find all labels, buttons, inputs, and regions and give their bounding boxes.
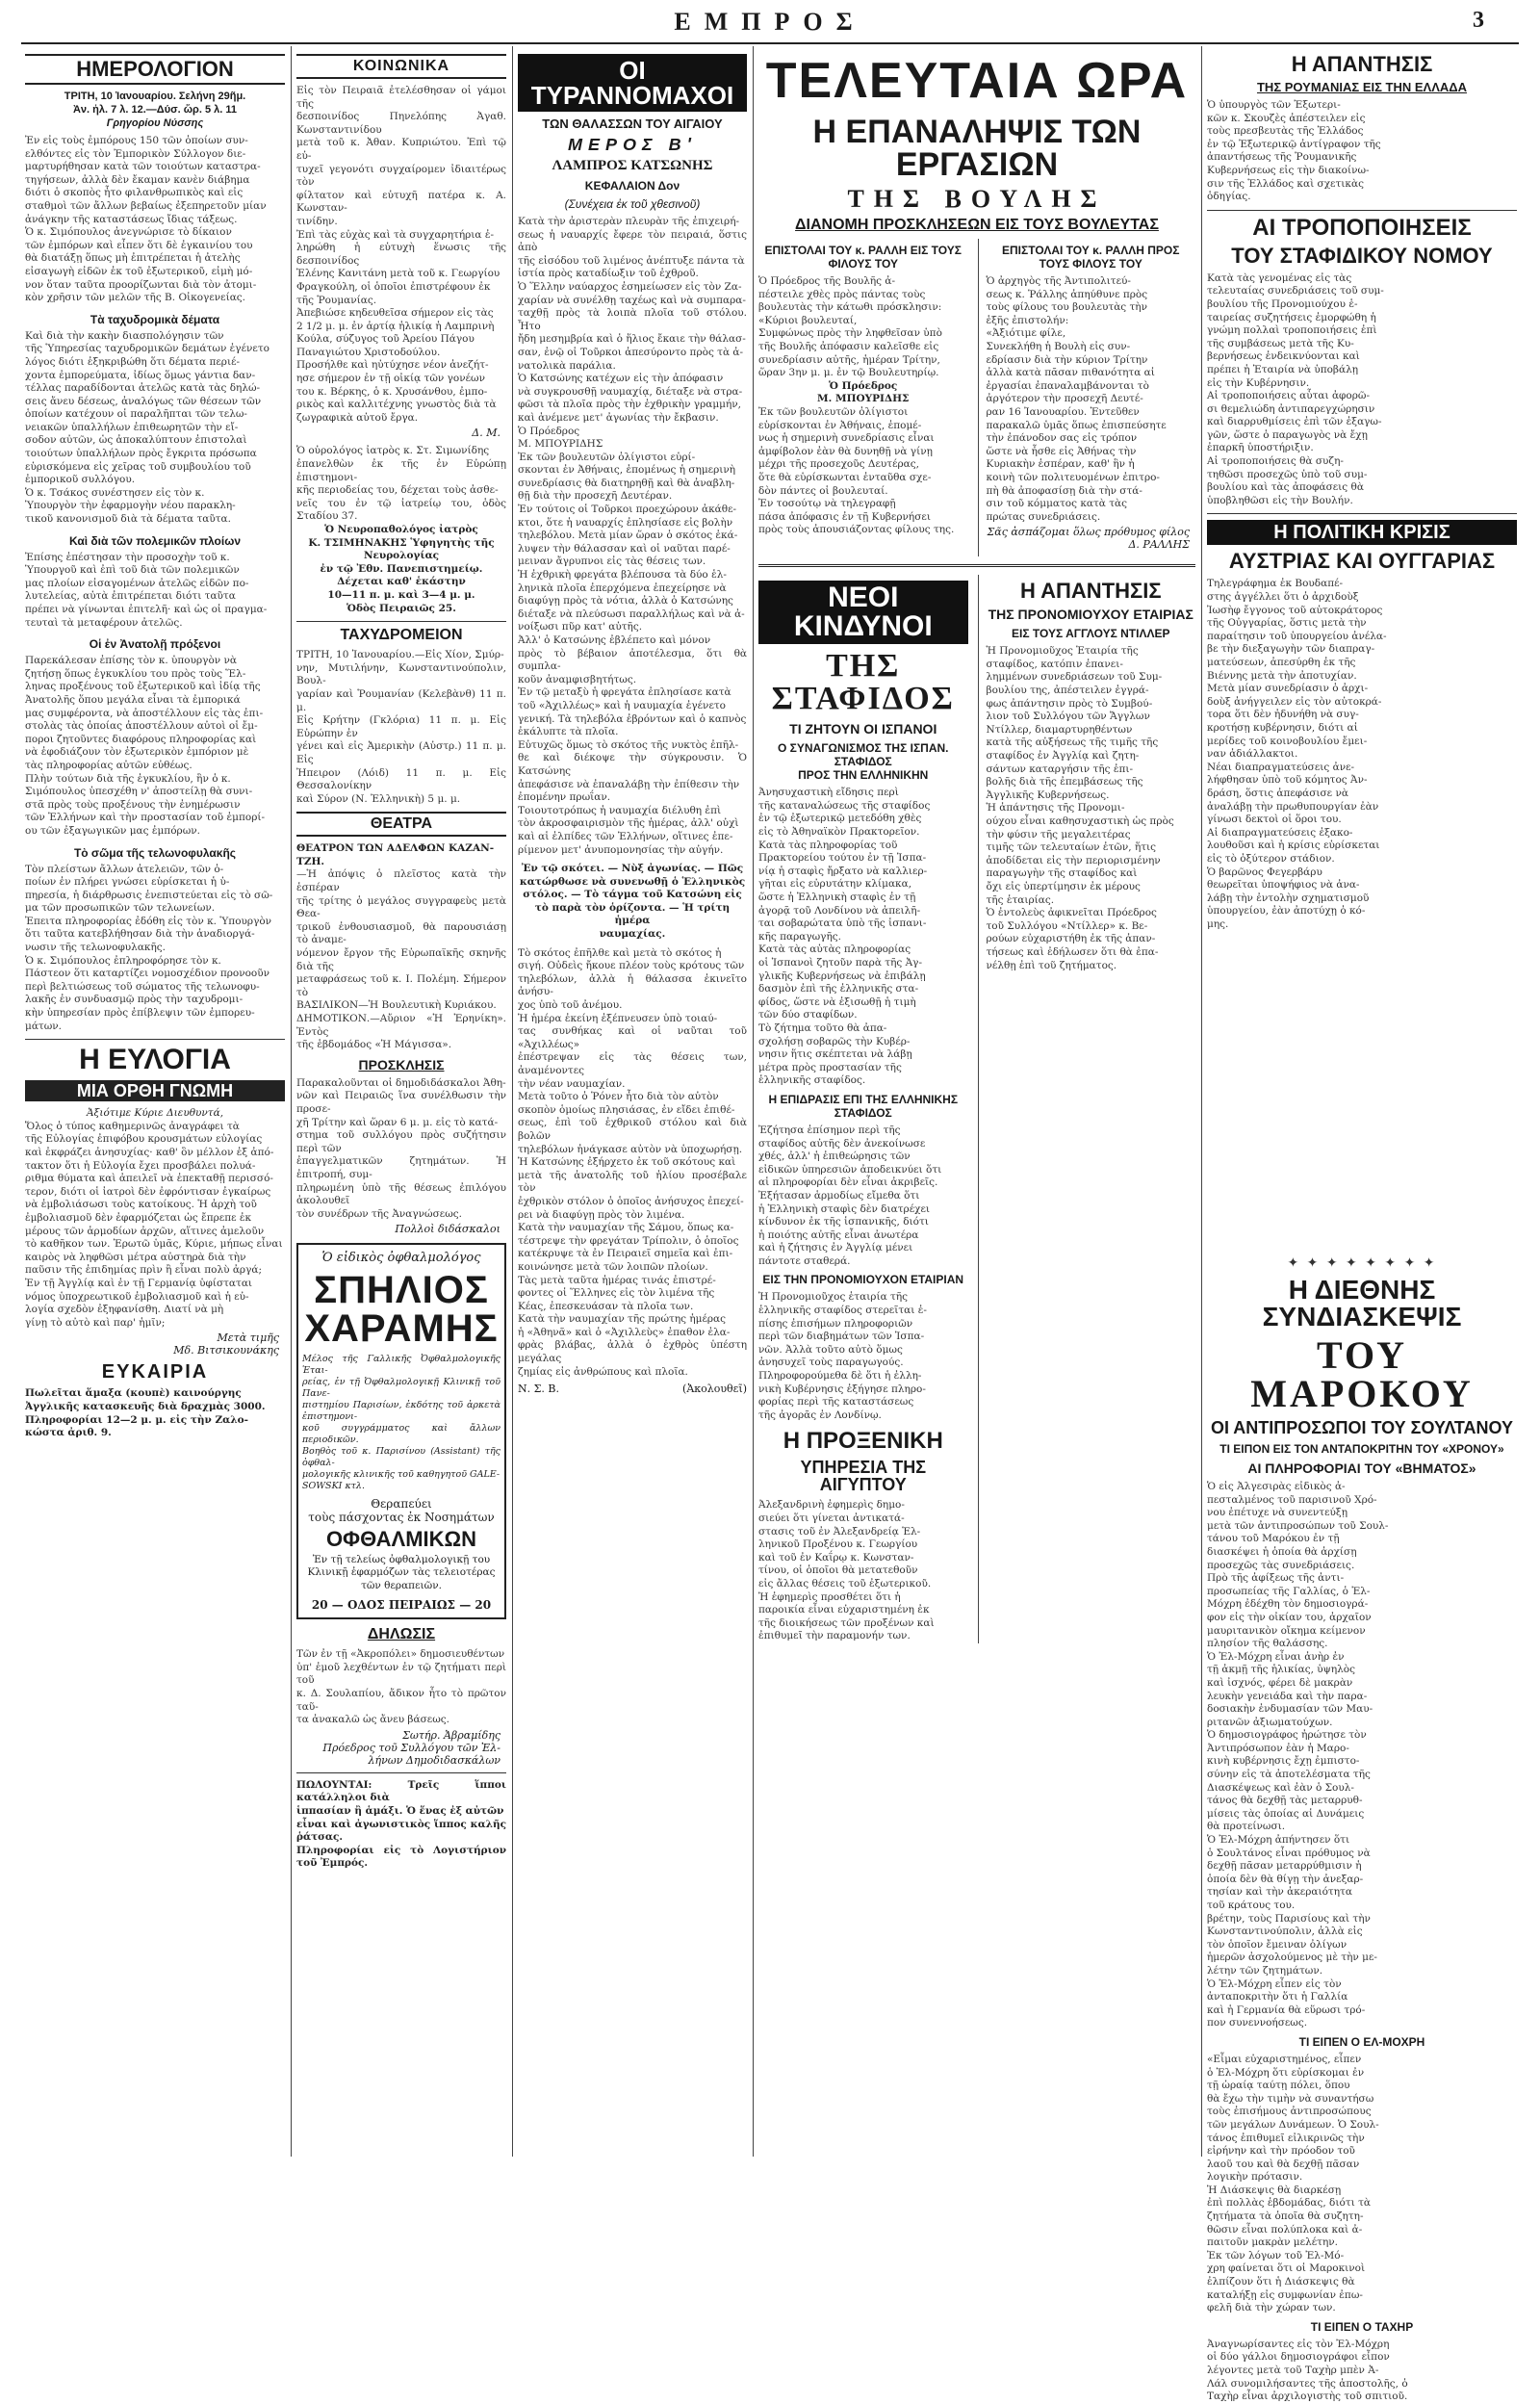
subheading: Καὶ διὰ τῶν πολεμικῶν πλοίων [68,533,242,548]
column-1 [25,48,285,2157]
serial-part: ΜΕΡΟΣ Β' [568,135,697,154]
doctor-notice: Ὁ Νευροπαθολόγος ἰατρὸς Κ. ΤΣΙΜΗΝΑΚΗΣ Ὑφηγητὴς τῆς Νευρολογίας ἐν τῷ Ἐθν. Πανεπιστημείῳ. Δέχεται καθ' ἑκάστην 10—11 π. μ. καὶ 3—4 μ. μ. Ὁδὸς Πειραιῶς 25. [308,524,495,614]
eulogia-salutation: Ἀξιότιμε Κύριε Διευθυντά, [86,1107,224,1120]
serial-sign: Ν. Σ. Β. [518,1383,559,1396]
post-title: ΤΑΧΥΔΡΟΜΕΙΟΝ [340,627,463,644]
article-text: Ἀνησυχαστικὴ εἴδησις περὶ τῆς καταναλώσεως τῆς σταφίδος ἐν τῷ ἐξωτερικῷ μετεδόθη χθὲς εἰς τὸ Ἀθηναϊκὸν Πρακτορεῖον. Κατὰ τὰς πληροφορίας τοῦ Πρακτορείου τούτου ἐν τῇ Ἱσπα- νίᾳ ἡ σταφὶς ἤρξατο νὰ καλλιερ- γῆται εἰς εὐρυτάτην κλίμακα, ὥστε ἡ Ἑλληνικὴ σταφὶς ἐν τῇ ἀγορᾷ τοῦ Λονδίνου νὰ ἀπειλῆ- ται σοβαρώτατα ὑπὸ τῆς ἱσπανι- κῆς παραγωγῆς. Κατὰ τὰς αὐτὰς πληροφορίας οἱ Ἱσπανοὶ ζητοῦν παρὰ τῆς Ἀγ- γλικῆς Κυβερνήσεως νὰ ἐπιβάλῃ δασμὸν ἐπὶ τῆς ἑλληνικῆς στα- φίδος, ὥστε νὰ ἐξισωθῇ ἡ τιμὴ τῶν δύο σταφίδων. Τὸ ζήτημα τοῦτο θὰ ἀπα- σχολήσῃ σοβαρῶς τὴν Κυβέρ- νησιν ἥτις σκέπτεται νὰ λάβῃ μέτρα πρὸς προστασίαν τῆς ἑλληνικῆς σταφίδος. [758,787,931,1087]
divider [758,564,1195,567]
main-headline: Η ΕΠΑΝΑΛΗΨΙΣ ΤΩΝ ΕΡΓΑΣΙΩΝ [812,114,1142,183]
serial-title: ΟΙ ΤΥΡΑΝΝΟΜΑΧΟΙ [518,54,747,112]
serial-continuation: (Συνέχεια ἐκ τοῦ χθεσινοῦ) [564,197,701,211]
theatre-subtitle: ΘΕΑΤΡΟΝ ΤΩΝ ΑΔΕΛΦΩΝ ΚΑΖΑΝ- ΤΖΗ. [296,842,495,867]
article-right [978,239,1196,556]
ornament-rule: ✦ ✦ ✦ ✦ ✦ ✦ ✦ ✦ [1287,1255,1437,1271]
article-text: Τηλεγράφημα ἐκ Βουδαπέ- στης ἀγγέλλει ὅτι ὁ ἀρχιδοὺξ Ἰωσὴφ ἔγγονος τοῦ αὐτοκράτορος τῆς Οὐγγαρίας, ὅστις μετὰ τὴν παραίτησιν τοῦ ὑπουργείου ἀνέλα- βε τὴν διεξαγωγὴν τῶν διαπραγ- ματεύσεων, ἀπεσύρθη ἐκ τῆς Βιέννης μετὰ τὴν ἀποτυχίαν. Μετὰ μίαν συνεδρίασιν ὁ ἀρχι- δοὺξ ἀνήγγειλεν εἰς τὸν αὐτοκρά- τορα ὅτι δὲν ἠδυνήθη νὰ συγ- κροτήσῃ κυβέρνησιν, διότι αἱ μερίδες τοῦ κοινοβουλίου ἔμει- ναν ἀδιάλλακτοι. Νέαι διαπραγματεύσεις ἀνε- λήφθησαν ὑπὸ τοῦ κόμητος Ἀν- δράση, ὅστις ἀπεφάσισε νὰ ἀναλάβῃ τὴν πρωθυπουργίαν ἐὰν γίνωσι δεκτοὶ οἱ ὅροι του. Αἱ διαπραγματεύσεις ἐξακο- λουθοῦσι καὶ ἡ κρίσις εὑρίσκεται εἰς τὸ ὀξύτερον στάδιον. Ὁ βαρῶνος Φεγερβάρυ θεωρεῖται ὑποψήφιος νὰ ἀνα- λάβῃ τὴν ἐντολὴν σχηματισμοῦ ὑπουργείου, ἐὰν ἀποτύχῃ ὁ κό- μης. [1207,578,1387,930]
conference-subtitle-2: ΤΙ ΕΙΠΟΝ ΕΙΣ ΤΟΝ ΑΝΤΑΠΟΚΡΙΤΗΝ ΤΟΥ «ΧΡΟΝΟΥ» [1219,1442,1504,1456]
theatre-title: ΘΕΑΤΡΑ [296,812,506,837]
calendar-date: ΤΡΙΤΗ, 10 Ἰανουαρίου. Σελήνη 29ῆμ. [64,90,246,102]
article-text: ΤΡΙΤΗ, 10 Ἰανουαρίου.—Εἰς Χίον, Σμύρ- νην, Μυτιλήνην, Κωνσταντινούπολιν, Βουλ- γαρίαν καὶ Ῥουμανίαν (Κελεβὰνθ) 11 π. μ. Εἰς Κρήτην (Γκλόρια) 11 π. μ. Εἰς Εὐρώπην ἐν γένει καὶ εἰς Ἀμερικὴν (Αὐστρ.) 11 π. μ. Εἰς Ἠπειρον (Λόιδ) 11 π. μ. Εἰς Θεσσαλονίκην καὶ Σύρον (Ν. Ἐλληνικὴ) 5 μ. μ. [296,649,506,805]
column-divider [753,46,754,2157]
crisis-title: Η ΠΟΛΙΤΙΚΗ ΚΡΙΣΙΣ [1207,520,1517,545]
serial-text: Τὸ σκότος ἐπῆλθε καὶ μετὰ τὸ σκότος ἡ σιγή. Οὐδεὶς ἤκουε πλέον τοὺς κρότους τῶν τηλεβόλων, ἀλλὰ ἡ θάλασσα ἐκινεῖτο ἀνήσυ- χος ὑπὸ τοῦ ἀνέμου. Ἡ ἡμέρα ἐκείνη ἐξέπνευσεν ὑπὸ τοιαύ- τας συνθήκας καὶ οἱ ναῦται τοῦ «Ἀχιλλέως» ἐπέστρεψαν εἰς τὰς θέσεις των, ἀναμένοντες τὴν νέαν ναυμαχίαν. Μετὰ τοῦτο ὁ Ῥόνεν ἦτο διὰ τὸν αὐτὸν σκοπὸν ὁμοίως πλησιάσας, ἐν εἴδει ἐπιθέ- σεως, ἐπὶ τοῦ ἐχθρικοῦ στόλου καὶ διὰ βολῶν τηλεβόλων ἠνάγκασε αὐτὸν νὰ ὑποχωρήσῃ. Ἡ Κατσώνης ἐξήρχετο ἐκ τοῦ σκότους καὶ μετὰ τῆς ἀνατολῆς τοῦ ἡλίου προσέβαλε τὸν ἐχθρικὸν στόλον ὁ ὁποῖος ἀνήσυχος ἐπεχεί- ρει νὰ διαφύγῃ πρὸς τὸν λιμένα. Κατὰ τὴν ναυμαχίαν τῆς Σάμου, ὅπως κα- τέστρεψε τὴν φρεγάταν Τρίπολιν, ὁ ὁποῖος κατέκρυψε τὰ ἐν Πειραιεῖ σημεῖα καὶ ἐπι- κοινώνησε μετὰ τῶν λοιπῶν πλοίων. Τὰς μετὰ ταῦτα ἡμέρας τινάς ἐπιστρέ- φοντες οἱ Ἕλληνες εἰς τὸν λιμένα τῆς Κέας, ἐπεσκευάσαν τὰ πλοῖα των. Κατὰ τὴν ναυμαχίαν τῆς πρώτης ἡμέρας ἡ «Ἀθηνᾶ» καὶ ὁ «Ἀχιλλεὺς» ἐπαθον ἐλα- φρὰς βλάβας, ἀλλὰ ὁ ἐχθρὸς ὑπέστη μεγάλας ζημίας εἰς ἀνθρώπους καὶ πλοῖα. [518,946,747,1378]
serial-text: Κατὰ τὴν ἀριστερὰν πλευρὰν τῆς ἐπιχειρή- σεως ἡ ναυαρχίς ἔφερε τὸν πειραιά, ὅστις ἀπὸ τῆς εἰσόδου τοῦ λιμένος ἀνέπτυξε πάντα τὰ ἱστία πρὸς καταδίωξιν τοῦ ἐχθροῦ. Ὁ Ἕλλην ναύαρχος ἐσημείωσεν εἰς τὸν Ζα- χαρίαν νὰ συνέλθῃ ταχέως καὶ νὰ συμπαρα- ταχθῇ πρὸς τὰ λοιπὰ πλοῖα τοῦ στόλου. Ἦτο ἤδη μεσημβρία καὶ ὁ ἥλιος ἔκαιε τὴν θάλασ- σαν, ἐνῷ οἱ Τοῦρκοι ἀπεσύροντο πρὸς τὰ ἀ- νατολικὰ παράλια. Ὁ Κατσώνης κατέχων εἰς τὴν ἀπόφασιν νὰ συγκρουσθῇ ναυμαχίᾳ, διέταξε νὰ στρα- φῶσι τὰ πλοῖα πρὸς τὴν ἐχθρικὴν γραμμήν, καὶ ἀνέμενε μετ' ἀγωνίας τὴν ἔκβασιν. Ὁ Πρόεδρος Μ. ΜΠΟΥΡΙΔΗΣ Ἐκ τῶν βουλευτῶν ὀλίγιστοι εὑρί- σκονται ἐν Ἀθήναις, ἐπομένως ἡ σημερινὴ συνεδρίασις θὰ διατηρηθῇ καὶ θὰ ἀναβλη- θῇ διὰ τὴν προσεχῆ Δευτέραν. Ἐν τούτοις οἱ Τοῦρκοι προεχώρουν ἀκάθε- κτοι, ὅτε ἡ ναυαρχίς ἐπλησίασε εἰς βολὴν τηλεβόλου. Μετὰ μίαν ὥραν ὁ σκότος ἐκά- λυψεν τὴν θάλασσαν καὶ οἱ ναῦται παρέ- μειναν ἄγρυπνοι εἰς τὰς θέσεις των. Ἡ ἐχθρικὴ φρεγάτα βλέπουσα τὰ δύο ἑλ- ληνικὰ πλοῖα ἐπερχόμενα ἐπεχείρησε νὰ διαφύγῃ πρὸς τὰ νότια, ἀλλὰ ὁ Κατσώνης διέταξε νὰ πλεύσωσι παραλλήλως καὶ νὰ ἀ- νοίξωσι πῦρ κατ' αὐτῆς. Ἀλλ' ὁ Κατσώνης ἐβλέπετο καὶ μόνον πρὸς τὸ βέβαιον ἀποτέλεσμα, ὅτι θὰ συμπλα- κοῦν ἀναμφισβητήτως. Ἐν τῷ μεταξὺ ἡ φρεγάτα ἐπλησίασε κατὰ τοῦ «Ἀχιλλέως» καὶ ἡ ναυμαχία ἐγένετο γενική. Τὰ τηλεβόλα ἐβρόντων καὶ ὁ καπνὸς ἐκάλυπτε τὰ πλοῖα. Εὐτυχῶς ὅμως τὸ σκότος τῆς νυκτὸς ἐπῆλ- θε καὶ διέκοψε τὴν σύγκρουσιν. Ὁ Κατσώνης ἀπεφάσισε νὰ ἐπαναλάβῃ τὴν ἐπίθεσιν τὴν ἐπομένην πρωΐαν. Τοιουτοτρόπως ἡ ναυμαχία διέλυθη ἐπὶ τὸν ἀκροσφαιρισμὸν τῆς ἡμέρας, ἀλλ' οὐχὶ καὶ αἱ ἐλπίδες τῶν Ἑλλήνων, οἵτινες ἐπε- ρίμενον μετ' ἀνυπομονησίας τὴν αὐγήν. [518,216,747,856]
tariff-title: ΑΙ ΤΡΟΠΟΠΟΙΗΣΕΙΣ [1252,214,1472,241]
notice-title: ΠΡΟΣΚΛΗΣΙΣ [358,1056,445,1073]
header-rule [21,42,1519,44]
conference-title: Η ΔΙΕΘΝΗΣ ΣΥΝΔΙΑΣΚΕΨΙΣ [1262,1275,1462,1331]
article-text: Ἐν τοσούτῳ νὰ τηλεγραφῇ πάσα ἀπόφασις ἐν τῇ Κυβερνήσει πρὸς τοὺς ἀπουσιάζοντας φίλους της. [758,498,955,536]
reply-title-2: ΤΗΣ ΠΡΟΝΟΜΙΟΥΧΟΥ ΕΤΑΙΡΙΑΣ [988,607,1194,623]
subheading: ΕΙΣ ΤΗΝ ΠΡΟΝΟΜΙΟΥΧΟΝ ΕΤΑΙΡΙΑΝ [762,1273,964,1287]
conference-subtitle: ΟΙ ΑΝΤΙΠΡΟΣΩΠΟΙ ΤΟΥ ΣΟΥΛΤΑΝΟΥ [1210,1418,1514,1437]
calendar-saint: Γρηγορίου Νύσσης [106,117,204,129]
romania-title-2: ΤΗΣ ΡΟΥΜΑΝΙΑΣ ΕΙΣ ΤΗΝ ΕΛΛΑΔΑ [1256,80,1467,94]
article-text: Τὸν πλείστων ἄλλων ἀτελειῶν, τῶν ὁ- ποίων ἐν πλήρει γνώσει εὑρίσκεται ἡ ὑ- πηρεσία, ἡ διάρθρωσις ἐνεπιστεύεται εἰς τὸ σῶ- μα τῶν προσωπικῶν τῶν τελωνείων. Ἐπειτα πληροφορίας ἐδόθη εἰς τὸν κ. Ὑπουργὸν ὅτι ταῦτα κατεβλήθησαν διὰ τὴν ἀναδιοργά- νωσιν τῆς τελωνοφυλακῆς. [25,863,273,954]
tariff-title-2: ΤΟΥ ΣΤΑΦΙΔΙΚΟΥ ΝΟΜΟΥ [1231,243,1493,268]
article-text: Ἀπεβιώσε κηδευθεῖσα σήμερον εἰς τὰς 2 1/2 μ. μ. ἐν ἀρτίᾳ ἡλικίᾳ ἡ Λαμπρινὴ Κούλα, σύζυγος τοῦ Ἀρείου Πάγου Παναγιώτου Χριστοδούλου. [296,307,495,358]
eulogia-title: Η ΕΥΛΟΓΙΑ [79,1044,231,1076]
article-text: Ἐπίσης ἐπέστησαν τὴν προσοχὴν τοῦ κ. Ὑπουργοῦ καὶ ἐπὶ τοῦ διὰ τῶν πολεμικῶν μας πλοίων εἰσαγομένων ἀτελῶς εἰδῶν πο- λυτελείας, αὐτὰ ἐπιτρέπεται διότι ταῦτα πρέπει νὰ γίνωνται ἐπιτελῆ· καὶ ὡς οἱ πραγμα- τευταὶ τὰ μεταφέρουν ἀτελῶς. [25,551,268,629]
article-text: Ὅλος ὁ τύπος καθημερινῶς ἀναγράφει τὰ τῆς Εὐλογίας ἐπιφόβου κρουσμάτων εὐλογίας καὶ ἐκφράζει ἀνησυχίας· καθ' ὃν μέλλον ἐξ ἀπό- τακτον ὅτι ἡ Εὐλογία ἔχει προσβάλει πολυά- ριθμα θύματα καὶ ἀπειλεῖ νὰ ἐπεκταθῇ περισσό- τερον, διότι οἱ ἰατροὶ δὲν ἐφρόντισαν ἐγκαίρως νὰ ἐμβολιάσωσι τοὺς κατοίκους. Ἡ ἀρχὴ τοῦ ἐμβολιασμοῦ δὲν ἐφαρμόζεται ὡς ἔπρεπε ἐκ μέρους τῶν ἁρμοδίων ἀρχῶν, αἵτινες ἀμελοῦν τὸ καθῆκον των. Ἐρωτῶ ὑμᾶς, Κύριε, μήπως εἶναι καιρὸς νὰ ληφθῶσι μέτρα αὐστηρὰ διὰ τὴν παῦσιν τῆς ἐπιδημίας πρὶν ἢ εἶναι πολὺ ἀργά; Ἐν τῇ Ἀγγλίᾳ καὶ ἐν τῇ Γερμανίᾳ ὑφίσταται νόμος ὑποχρεωτικοῦ ἐμβολιασμοῦ καὶ ἡ εὐ- λογία σχεδὸν ἐξηφανίσθη. Διατί νὰ μὴ γίνῃ τὸ αὐτὸ καὶ παρ' ἡμῖν; [25,1120,283,1329]
column-4 [758,48,1195,2157]
classified-ad: ΠΩΛΟΥΝΤΑΙ: Τρεῖς ἵπποι κατάλληλοι διὰ ἱππασίαν ἢ ἁμάξι. Ὁ ἕνας ἐξ αὐτῶν εἶναι καὶ ἀγωνιστικὸς ἵππος καλῆς ῥάτσας. Πληροφορίαι εἰς τὸ Λογιστήριον τοῦ Ἐμπρός. [296,1778,506,1870]
article-text: «Εἶμαι εὐχαριστημένος, εἶπεν ὁ Ἐλ-Μόχρη ὅτι εὑρίσκομαι ἐν τῇ ὡραίᾳ ταύτῃ πόλει, ὅπου θὰ ἔχω τὴν τιμὴν νὰ συναντήσω τοὺς ἐπισήμους ἀντιπροσώπους τῶν μεγάλων Δυνάμεων. Ὁ Σουλ- τάνος ἐπιθυμεῖ εἰλικρινῶς τὴν εἰρήνην καὶ τὴν πρόοδον τοῦ λαοῦ του καὶ θὰ δεχθῇ πᾶσαν λογικὴν πρότασιν. Ἡ Διάσκεψις θὰ διαρκέσῃ ἐπὶ πολλὰς ἑβδομάδας, διότι τὰ ζητήματα τὰ ὁποῖα θὰ συζητη- θῶσιν εἶναι πολύπλοκα καὶ ἀ- παιτοῦν μακρὰν μελέτην. Ἐκ τῶν λόγων τοῦ Ἐλ-Μό- χρη φαίνεται ὅτι οἱ Μαροκινοὶ ἐλπίζουν ὅτι ἡ Διάσκεψις θὰ καταλήξῃ εἰς συμφωνίαν ἐπω- φελῆ διὰ τὴν χώραν των. [1207,2053,1379,2314]
column-divider [512,46,513,2157]
main-headline-2: ΤΗΣ ΒΟΥΛΗΣ [847,185,1107,213]
serial-author: ΛΑΜΠΡΟΣ ΚΑΤΣΩΝΗΣ [552,158,713,173]
dilosis-title: ΔΗΛΩΣΙΣ [367,1626,436,1643]
article-text: Ὁ κ. Σιμόπουλος ἐπληροφόρησε τὸν κ. Πάστεον ὅτι καταρτίζει νομοσχέδιον προνοοῦν περὶ βελτιώσεως τοῦ σώματος τῆς τελωνοφυ- λακῆς ἐν συνδυασμῷ πρὸς τὴν ταχυδρομι- κὴν ὑπηρεσίαν πρὸς ἐπίβλεψιν τῶν ἐμπορευ- μάτων. [25,954,270,1032]
divider [1207,513,1517,514]
reply-article [978,575,1196,1643]
column-2 [296,48,506,2157]
crisis-title-2: ΑΥΣΤΡΙΑΣ ΚΑΙ ΟΥΓΓΑΡΙΑΣ [1228,549,1496,574]
column-divider [291,46,292,2157]
serial-footer [518,1383,747,1395]
article-text: Παρακαλοῦνται οἱ δημοδιδάσκαλοι Ἀθη- νῶν καὶ Πειραιῶς ἵνα συνέλθωσιν τὴν προσε- χῆ Τρίτην καὶ ὥραν 6 μ. μ. εἰς τὸ κατά- στημα τοῦ συλλόγου πρὸς συζήτησιν περὶ τῶν ἐπαγγελματικῶν ζητημάτων. Ἡ ἐπιτροπή, συμ- πληρωμένη ὑπὸ τῆς θέσεως ἐπιλόγου ἀκολουθεῖ τὸν συνέδρων τῆς Ἀναγνώσεως. [296,1076,506,1220]
page-number: 3 [1473,8,1484,33]
article-text: Παρεκάλεσαν ἐπίσης τὸν κ. ὑπουργὸν νὰ ζητήσῃ ὅπως ἐγκυκλίου του πρὸς τοὺς Ἕλ- ληνας προξένους τοῦ ἐξωτερικοῦ καὶ ἰδίᾳ τῆς Ἀνατολῆς ὅπου μεγάλα εἶναι τὰ ἐμπορικά μας συμφέροντα, νὰ ἀποστέλλουν εἰς τὰς ἐπι- στολὰς τὰς ὁποίας ἀποστέλλουν αὐτοὶ οἱ ἔμ- ποροι ζητοῦντες διαφόρους πληροφορίας καὶ νὰ ἐφοδιάζουν τὸν ἐξωτερικὸν ἐμπόριον μὲ τὰς πληροφορίας αὐτῶν εὐθέως. [25,655,264,771]
divider [1207,210,1517,211]
article-text: Ὁ Πρόεδρος τῆς Βουλῆς ἀ- πέστειλε χθὲς πρὸς πάντας τοὺς βουλευτὰς τὴν κάτωθι πρόσκλησιν: «Κύριοι βουλευταί, Συμφώνως πρὸς τὴν ληφθεῖσαν ὑπὸ τῆς Βουλῆς ἀπόφασιν καλεῖσθε εἰς συνεδρίασιν αὐτῆς, ἡμέραν Τρίτην, ὥραν 3ην μ. μ. ἐν τῷ Βουλευτηρίῳ. [758,275,942,379]
conference-subtitle-3: ΑΙ ΠΛΗΡΟΦΟΡΙΑΙ ΤΟΥ «ΒΗΜΑΤΟΣ» [1247,1460,1476,1476]
serial-subtitle: ΤΩΝ ΘΑΛΑΣΣΩΝ ΤΟΥ ΑΙΓΑΙΟΥ [542,116,723,131]
subheading: ΕΠΙΣΤΟΛΑΙ ΤΟΥ κ. ΡΑΛΛΗ ΕΙΣ ΤΟΥΣ ΦΙΛΟΥΣ ΤΟΥ [764,244,962,271]
article-text: Ἐν εἰς τοὺς ἐμπόρους 150 τῶν ὁποίων συν- ελθόντες εἰς τὸν Ἐμπορικὸν Σύλλογον διε- μαρτυρήθησαν κατὰ τῶν τοιούτων καταστρα- τηγήσεων, ἀλλὰ δὲν ἔκαμαν κανὲν διάβημα διότι ὁ σκοπὸς ἦτο φιλανθρωπικὸς καὶ εἰς σταθμοὶ τῶν ἄλλων βεβαίως ἐξεπηρετοῦν μίαν ἀνάγκην τῆς καταστάσεως ἴδιας τάξεως. Ὁ κ. Σιμόπουλος ἀνεγνώρισε τὸ δίκαιον τῶν ἐμπόρων καὶ εἶπεν ὅτι δὲ ἐγκαινίου του θὰ διατάξῃ ὅπως μὴ ἐπιτρέπεται ἡ ἀτελὴς εἰσαγωγὴ εἰδῶν ἐκ τοῦ ἐξωτερικοῦ, εἰμὴ μό- νον ὅταν ταῦτα προορίζωνται διὰ τὸν ἀτομι- κὸν χρῆσιν τῶν μελῶν τῆς Β. Οἰκογενείας. [25,135,267,304]
subheading: ΕΙΣ ΤΟΥΣ ΑΓΓΛΟΥΣ ΝΤΙΛΛΕΡ [1012,627,1170,641]
subheading: ΤΙ ΖΗΤΟΥΝ ΟΙ ΙΣΠΑΝΟΙ [789,721,937,737]
signature: Μετὰ τιμῆς Μδ. Βιτσικουνάκης [173,1331,279,1357]
ad-description: Μέλος τῆς Γαλλικῆς Ὀφθαλμολογικῆς Ἑται- ρείας, ἐν τῇ Ὀφθαλμολογικῇ Κλινικῇ τοῦ Πανε- πιστημίου Παρισίων, ἐκδότης τοῦ ἀρκετὰ ἐπιστημονι- κοῦ συγγράμματος καὶ ἄλλων περιοδικῶν. Βοηθὸς τοῦ κ. Παρισίνου (Assistant) τῆς ὀφθαλ- μολογικῆς κλινικῆς τοῦ καθηγητοῦ GALE- SOWSKI κτλ. [302,1354,500,1492]
signature: Δ. Μ. [472,427,500,440]
divider [25,1039,285,1040]
romania-title: Η ΑΠΑΝΤΗΣΙΣ [1291,52,1433,76]
ad-clinic: Ἐν τῇ τελείως ὀφθαλμολογικῇ του Κλινικῇ ἐφαρμόζων τὰς τελειοτέρας τῶν θεραπειῶν. [307,1553,496,1591]
eukairia-title: ΕΥΚΑΙΡΙΑ [101,1361,209,1383]
article-text: —Ἡ ἀπόψις ὁ πλεῖστος κατὰ τὴν ἑσπέραν τῆς τρίτης ὁ μεγάλος συγγραφεὺς μετὰ Θεα- τρικοῦ ἐνθουσιασμοῦ, θὰ παρουσιάσῃ τὸ ἀναμε- νόμενον ἔργον τῆς Εὐρωπαϊκῆς σκηνῆς διὰ τῆς μεταφράσεως τοῦ κ. Ι. Πολέμη. Σήμερον τὸ ΒΑΣΙΛΙΚΟΝ—Ἡ Βουλευτικὴ Κυριάκου. ΔΗΜΟΤΙΚΟΝ.—Αὔριον «Ἡ Ἐρηνίκη». Ἐντὸς τῆς ἑβδομάδος «Ἡ Μάγισσα». [296,868,506,1051]
divider [296,621,506,622]
masthead-title: ΕΜΠΡΟΣ [674,8,866,36]
conference-article [1207,1252,1517,2403]
ad-eye: ΟΦΘΑΛΜΙΚΩΝ [325,1526,477,1551]
article-text: Προσήλθε καὶ ηὐτύχησε νέον ἀνεζήτ- ησε σήμερον ἐν τῇ οἰκίᾳ τῶν γονέων του κ. Βέρκης, ὁ κ. Χρυσάνθου, ἐμπο- ρικὸς καὶ καλλιτέχνης γνωστὸς διὰ τὰ ζωγραφικὰ αὐτοῦ ἔργα. [296,359,497,424]
subheading: ΕΠΙΣΤΟΛΑΙ ΤΟΥ κ. ΡΑΛΛΗ ΠΡΟΣ ΤΟΥΣ ΦΙΛΟΥΣ ΤΟΥ [1002,244,1180,271]
subheading: Τὰ ταχυδρομικὰ δέματα [90,312,220,326]
column-divider [1201,46,1202,2157]
article-text: Ἀλεξανδρινὴ ἐφημερὶς δημο- σιεύει ὅτι γίνεται ἀντικατά- στασις τοῦ ἐν Ἀλεξανδρείᾳ Ἑλ- ληνικοῦ Προξένου κ. Γεωργίου καὶ τοῦ ἐν Καΐρῳ κ. Κωνσταν- τίνου, οἱ ὁποῖοι θὰ μετατεθοῦν εἰς ἄλλας θέσεις τοῦ ἐξωτερικοῦ. Ἡ ἐφημερὶς προσθέτει ὅτι ἡ παροικία εἶναι εὐχαριστημένη ἐκ τῆς διοικήσεως τῶν προξένων καὶ ἐπιθυμεῖ τὴν παραμονήν των. [758,1499,935,1642]
article-text: Ὁ οὐρολόγος ἰατρὸς κ. Στ. Σιμωνίδης ἐπανελθὼν ἐκ τῆς ἐν Εὐρώπῃ ἐπιστημονι- κῆς περιοδείας του, δέχεται τοὺς ἀσθε- νεῖς του ἐν τῷ ἰατρείῳ του, ὁδὸς Σταδίου 37. [296,445,506,523]
subheading: ΤΙ ΕΙΠΕΝ Ο ΕΛ-ΜΟΧΡΗ [1298,2034,1425,2049]
signature: Σᾶς ἀσπάζομαι ὅλως πρόθυμος φίλος Δ. ΡΑΛΛΗΣ [987,526,1190,552]
two-column-article [758,239,1195,556]
article-text: Ἡ Προνομιοῦχος ἑταιρία τῆς ἑλληνικῆς σταφίδος στερεῖται ἐ- πίσης ἐπισήμων πληροφοριῶν περὶ τῶν διαβημάτων τῶν Ἱσπα- νῶν. Ἀλλὰ τοῦτο αὐτὸ ὅμως ἀνησυχεῖ τοὺς παραγωγούς. Πληροφορούμεθα δὲ ὅτι ἡ ἐλλη- νικὴ Κυβέρνησις ἐξήγησε πληρο- φορίας περὶ τῆς καταστάσεως τῆς ἀγορᾶς ἐν Λονδίνῳ. [758,1291,927,1421]
article-text: Ἀναγνωρίσαντες εἰς τὸν Ἐλ-Μόχρη οἱ δύο γάλλοι δημοσιογράφοι εἶπον λέγοντες μετὰ τοῦ Ταχὴρ μπὲν Ἀ- Λάλ συνομιλήσαντες τῆς ἀποστολῆς, ὁ Ταχὴρ εἶναι ἀρχιλογιστὴς τοῦ σπιτιοῦ. [1207,2338,1408,2403]
subheading: Η ΕΠΙΔΡΑΣΙΣ ΕΠΙ ΤΗΣ ΕΛΛΗΝΙΚΗΣ ΣΤΑΦΙΔΟΣ [768,1092,959,1120]
signature: Πολλοὶ διδάσκαλοι [395,1223,500,1236]
staphis-article [758,575,968,1643]
ad-name: ΣΠΗΛΙΟΣ [314,1269,489,1312]
subheading: Οἱ ἐν Ἀνατολῇ πρόξενοι [89,637,221,652]
article-text: Ἐκ τῶν βουλευτῶν ὀλίγιστοι εὑρίσκονται ἐν Ἀθήναις, ἐπομέ- νως ἡ σημερινὴ συνεδρίασις εἶναι ἀμφίβολον ἐὰν θὰ δυνηθῇ νὰ γίνῃ μέχρι τῆς προσεχοῦς Δευτέρας, ὅτε θὰ εὑρίσκωνται ἐνταῦθα σχε- δὸν πάντες οἱ βουλευταί. [758,405,935,497]
ophthalmologist-ad [296,1243,506,1619]
article-text: Ἐζήτησα ἐπίσημον περὶ τῆς σταφίδος αὐτῆς δὲν ἀνεκοίνωσε χθές, ἀλλ' ἡ ἐπιθεώρησις τῶν εἰδικῶν ὑπηρεσιῶν ἀποδεικνύει ὅτι αἱ πληροφορίαι δὲν εἶναι ἀκριβεῖς. Ἐξήτασαν ἁρμοδίως εἴμεθα ὅτι ἡ Ἑλληνικὴ σταφὶς δὲν διατρέχει κίνδυνον ἐκ τῆς ἱσπανικῆς, διότι ἡ ποιότης αὐτῆς εἶναι ἀνωτέρα καὶ ἡ ζήτησις ἐν Ἀγγλίᾳ μένει πάντοτε σταθερά. [758,1124,942,1267]
article-text: Ὁ ὑπουργὸς τῶν Ἐξωτερι- κῶν κ. Σκουζὲς ἀπέστειλεν εἰς τοὺς πρεσβευτὰς τῆς Ἑλλάδος ἐν τῷ Ἐξωτερικῷ ἀντίγραφον τῆς ἀπαντήσεως τῆς Ῥουμανικῆς Κυβερνήσεως εἰς τὴν διακοίνω- σιν τῆς Ἑλλάδος καὶ σχετικὰς ὁδηγίας. [1207,99,1381,203]
article-text: Πλὴν τούτων διὰ τῆς ἐγκυκλίου, ἣν ὁ κ. Σιμόπουλος ὑπεσχέθη ν' ἀποστείλῃ θὰ συνι- στᾶ πρὸς τοὺς προξένους τὴν ἐνημέρωσιν τῶν Ἑλλήνων καὶ τὴν προστασίαν τοῦ ἐμπορί- ου τῶν ἐξαγωγικῶν μας ἐμπόρων. [25,772,266,837]
lower-articles [758,575,1195,1643]
serial-subheading: Ἐν τῷ σκότει. — Νὺξ ἀγωνίας. — Πῶς κατώρθωσε νὰ συνενωθῇ ὁ Ἑλληνικὸς στόλος. — Τὸ τάγμα τοῦ Κατσώνη εἰς τὸ παρὰ τὸν ὁρίζοντα. — Ἡ τρίτη ἡμέρα ναυμαχίας. [519,863,746,941]
column-3 [518,48,747,2157]
signature: Σωτήρ. Ἀβραμίδης Πρόεδρος τοῦ Συλλόγου τῶν Ἐλ- λήνων Δημοδιδασκάλων [322,1728,500,1767]
ad-surname: ΧΑΡΑΜΗΣ [304,1307,499,1351]
divider [296,1772,506,1773]
staphis-title: ΝΕΟΙ ΚΙΝΔΥΝΟΙ [758,581,968,644]
subheading: Τὸ σῶμα τῆς τελωνοφυλακῆς [73,845,237,860]
ad-address: 20 — ΟΔΟΣ ΠΕΙΡΑΙΩΣ — 20 [311,1598,492,1613]
article-text: Ὁ ἀρχηγὸς τῆς Ἀντιπολιτεύ- σεως κ. Ῥάλλης ἀπηύθυνε πρὸς τοὺς φίλους του βουλευτὰς τὴν ἑξῆς ἐπιστολήν: «Ἀξιότιμε φίλε, Συνεκλήθη ἡ Βουλὴ εἰς συν- εδρίασιν διὰ τὴν κύριον Τρίτην ἀλλὰ κατὰ πᾶσαν πιθανότητα αἱ ἐργασίαι ἐπαναλαμβάνονται τὸ ἀργότερον τὴν προσεχῆ Δευτέ- ραν 16 Ἰανουαρίου. Ἐντεῦθεν παρακαλῶ ὑμᾶς ὅπως ἐπισπεύσητε τὴν ἐπάνοδον σας εἰς τρόπον ὥστε νὰ ἦσθε εἰς Ἀθήνας τὴν Κυριακὴν ἑσπέραν, καθ' ἣν ἡ κοινὴ τῶν πολιτευομένων ἐπιτρο- πὴ θὰ ἀποφασίσῃ διὰ τὴν στά- σιν τοῦ κόμματος κατὰ τὰς πρώτας συνεδριάσεις. [986,275,1167,523]
consular-title-2: ΥΠΗΡΕΣΙΑ ΤΗΣ ΑΙΓΥΠΤΟΥ [800,1458,927,1495]
article-text: Κατὰ τὰς γενομένας εἰς τὰς τελευταίας συνεδριάσεις τοῦ συμ- βουλίου τῆς Προνομιούχου ἑ- ταιρείας συζητήσεις ἐμορφώθη ἡ γνώμη πολλαὶ τροποποιήσεις ἐπὶ τῆς συμβάσεως μετὰ τῆς Κυ- βερνήσεως ἐνδεικνύονται καὶ πρέπει ἡ Ἑταιρία νὰ ὑποβάλῃ εἰς τὴν Κυβέρνησιν. Αἱ τροποποιήσεις αὗται ἀφορῶ- σι θεμελιώδη ἀντιπαρεγχώρησιν καὶ διαρρυθμίσεις ἐπὶ τῶν ἐξαγω- γῶν, ὥστε ὁ παραγωγὸς νὰ ἔχῃ ἐπαρκῆ ὑποστήριξιν. Αἱ τροποποιήσεις θὰ συζη- τηθῶσι προσεχῶς ὑπὸ τοῦ συμ- βουλίου καὶ τὰς ἀποφάσεις θὰ ὑποβληθῶσι εἰς τὴν Βουλήν. [1207,271,1384,506]
conference-title-2: ΤΟΥ ΜΑΡΟΚΟΥ [1250,1333,1474,1415]
subheading: Ο ΣΥΝΑΓΩΝΙΣΜΟΣ ΤΗΣ ΙΣΠΑΝ. ΣΤΑΦΙΔΟΣ ΠΡΟΣ ΤΗΝ ΕΛΛΗΝΙΚΗΝ [777,741,949,783]
subheading: ΤΙ ΕΙΠΕΝ Ο ΤΑΧΗΡ [1310,2319,1414,2334]
consular-title: Η ΠΡΟΞΕΝΙΚΗ [783,1428,943,1455]
article-left [758,239,968,556]
calendar-sun: Ἀν. ἡλ. 7 λ. 12.—Δύσ. ὥρ. 5 λ. 11 [72,104,237,116]
ad-intro: Ὁ εἰδικὸς ὀφθαλμολόγος [321,1251,481,1266]
article-text: Ἡ Προνομιοῦχος Ἑταιρία τῆς σταφίδος, κατόπιν ἐπανει- λημμένων συνεδριάσεων τοῦ Συμ- βουλίου της, ἀπέστειλεν ἐγγρά- φως ἀπάντησιν πρὸς τὸ Συμβού- λιον τοῦ Συλλόγου τῶν Ἄγγλων Ντίλλερ, διαμαρτυρηθέντων κατὰ τῆς αὐξήσεως τῆς τιμῆς τῆς σταφίδος ἐν Ἀγγλίᾳ καὶ ζητη- σάντων καταργήσιν τῆς ἐπι- βολῆς διὰ τῆς ἐπεμβάσεως τῆς Ἀγγλικῆς Κυβερνήσεως. Ἡ ἀπάντησις τῆς Προνομι- ούχου εἶναι καθησυχαστικὴ ὡς πρὸς τὴν φύσιν τῆς μεγαλειτέρας τιμῆς τῶν τελευταίων ἐτῶν, ἥτις ἀποδίδεται εἰς τὴν περιορισμένην παραγωγὴν τῆς σταφίδος καὶ ὄχι εἰς ὑπερτίμησιν ἐκ μέρους τῆς ἑταιρίας. Ὁ ἐντολεὺς ἀφικνεῖται Πρόεδρος τοῦ Συλλόγου «Ντίλλερ» κ. Βε- ρούων εὐχαριστήθη ἐκ τῆς ἀπαν- τήσεως καὶ ἐδήλωσεν ὅτι θὰ ἐπα- νέλθῃ ἐπὶ τοῦ ζητήματος. [986,645,1174,971]
article-text: Ὁ εἰς Ἀλγεσιρὰς εἰδικὸς ἀ- πεσταλμένος τοῦ παρισινοῦ Χρό- νου ἐπέτυχε νὰ συνεντεύξῃ μετὰ τῶν ἀντιπροσώπων τοῦ Σουλ- τάνου τοῦ Μαρόκου ἐν τῇ διασκέψει ἡ ὁποία θὰ ἀρχίσῃ προσεχῶς τὰς συνεδριάσεις. Πρὸ τῆς ἀφίξεως τῆς ἀντι- προσωπείας τῆς Γαλλίας, ὁ Ἐλ- Μόχρη ἐδέχθη τὸν δημοσιογρά- φον εἰς τὴν οἰκίαν του, ἀρχαῖον μαυριτανικὸν οἴκημα κείμενον πλησίον τῆς θαλάσσης. Ὁ Ἐλ-Μόχρη εἶναι ἀνὴρ ἐν τῇ ἀκμῇ τῆς ἡλικίας, ὑψηλὸς καὶ ἰσχνός, φέρει δὲ μακρὰν λευκὴν γενειάδα καὶ τὴν παρα- δοσιακὴν ἐνδυμασίαν τῶν Μαυ- ριτανῶν ἀξιωματούχων. Ὁ δημοσιογράφος ἠρώτησε τὸν Ἀντιπρόσωπον ἐὰν ἡ Μαρο- κινὴ κυβέρνησις ἔχῃ ἐμπιστο- σύνην εἰς τὰ ἀποτελέσματα τῆς Διασκέψεως καὶ ἐὰν ὁ Σουλ- τάνος θὰ δεχθῇ τὰς μεταρρυθ- μίσεις τὰς ὁποίας αἱ Δυνάμεις θὰ προτείνωσι. Ὁ Ἐλ-Μόχρη ἀπήντησεν ὅτι ὁ Σουλτάνος εἶναι πρόθυμος νὰ δεχθῇ πᾶσαν μεταρρύθμισιν ἡ ὁποία δὲν θὰ θίγῃ τὴν ἀνεξαρ- τησίαν καὶ τὴν ἀκεραιότητα τοῦ κράτους του. [1207,1481,1389,1911]
reply-title: Η ΑΠΑΝΤΗΣΙΣ [1019,579,1162,604]
main-headline-3: ΔΙΑΝΟΜΗ ΠΡΟΣΚΛΗΣΕΩΝ ΕΙΣ ΤΟΥΣ ΒΟΥΛΕΥΤΑΣ [795,217,1159,233]
staphis-title-2: ΤΗΣ ΣΤΑΦΙΔΟΣ [771,648,955,717]
classified-ad: Πωλεῖται ἅμαξα (κουπὲ) καινούργης Ἀγγλικῆς κατασκευῆς διὰ δραχμὰς 3000. Πληροφορίαι 12—2 μ. μ. εἰς τὴν Ζαλο- κώστα ἀριθ. 9. [25,1387,266,1439]
serial-chapter: ΚΕΦΑΛΑΙΟΝ Δον [584,179,680,193]
ad-therapy: Θεραπεύει τοὺς πάσχοντας ἐκ Νοσημάτων [308,1497,495,1524]
article-text: Καὶ διὰ τὴν κακὴν διασπολόγησιν τῶν τῆς Ὑπηρεσίας ταχυδρομικῶν δεμάτων ἐγένετο λόγος διότι ἐξηκριβώθη ὅτι δέματα περιέ- χοντα ἐμπορεύματα, ἰδίως ὅμως γάντια δαν- τέλλας παραδίδονται ἀτελῶς κατὰ τὰς δηλώ- σεις ἄνευ δέσεως, ἀναλόγως τῶν θέσεων τῶν ὁποίων κατέχουν οἱ παραλῆπται τῶν τελω- νειακῶν ὑπαλλήλων ἐπιθεωρητῶν τὴν εἴ- σοδον αὐτῶν, ὡς ἀποκαλύπτουν ἐπιστολαὶ τοιούτων ὑπαλλήλων πρὸς ἔγκριτα πρόσωπα εὑρισκόμενα εἰς χεῖρας τοῦ συμβουλίου τοῦ ἐμπορικοῦ συλλόγου. Ὁ κ. Τσάκος συνέστησεν εἰς τὸν κ. Ὑπουργὸν τὴν ἐφαρμογὴν νέου παρακλη- τικοῦ κανονισμοῦ διὰ τὰ δέματα ταῦτα. [25,329,270,526]
calendar-title: ΗΜΕΡΟΛΟΓΙΟΝ [25,54,285,85]
banner-headline: ΤΕΛΕΥΤΑΙΑ ΩΡΑ [765,53,1189,109]
eulogia-subtitle: ΜΙΑ ΟΡΘΗ ΓΝΩΜΗ [25,1080,285,1101]
president-sign: Ὁ Πρόεδρος Μ. ΜΠΟΥΡΙΔΗΣ [817,379,910,405]
serial-next: (Ἀκολουθεῖ) [682,1383,747,1396]
article-text: Εἰς τὸν Πειραιᾶ ἐτελέσθησαν οἱ γάμοι τῆς δεσποινίδος Πηνελόπης Ἀγαθ. Κωνσταντινίδου μετὰ τοῦ κ. Ἀθαν. Κυπριώτου. Ἐπὶ τῷ εὐ- τυχεῖ γεγονότι συγχαίρομεν ἰδιαιτέρως τὸν φίλτατον καὶ εὐτυχῆ πατέρα κ. Α. Κωνσταν- τινίδην. Ἐπὶ τὰς εὐχὰς καὶ τὰ συγχαρητήρια ἐ- ληρώθη ἡ εὐτυχὴ ἕνωσις τῆς δεσποινίδος Ἑλένης Κανιτάνη μετὰ τοῦ κ. Γεωργίου Φραγκούλη, οἱ ὁποῖοι ἐπιστρέφουν ἐκ τῆς Ῥουμανίας. [296,85,506,306]
article-text: Τῶν ἐν τῇ «Ἀκροπόλει» δημοσιευθέντων ὑπ' ἐμοῦ λεχθέντων ἐν τῷ ζητήματι περὶ τοῦ κ. Δ. Σουλαπίου, ἄδικον ἦτο τὸ πρῶτον ταῦ- τα ἀνακαλῶ ὡς ἄνευ βάσεως. [296,1648,506,1726]
article-text: βρέτην, τοὺς Παρισίους καὶ τὴν Κωνσταντινούπολιν, ἀλλὰ εἰς τὸν ὁποῖον ἔμειναν ὀλίγων ἡμερῶν ἀσχολούμενος μὲ τὴν με- λέτην τῶν ζητημάτων. Ὁ Ἐλ-Μόχρη εἶπεν εἰς τὸν ἀνταποκριτὴν ὅτι ἡ Γαλλία καὶ ἡ Γερμανία θὰ εὕρωσι τρό- πον συνεννοήσεως. [1207,1912,1377,2029]
social-title: ΚΟΙΝΩΝΙΚΑ [296,54,506,79]
